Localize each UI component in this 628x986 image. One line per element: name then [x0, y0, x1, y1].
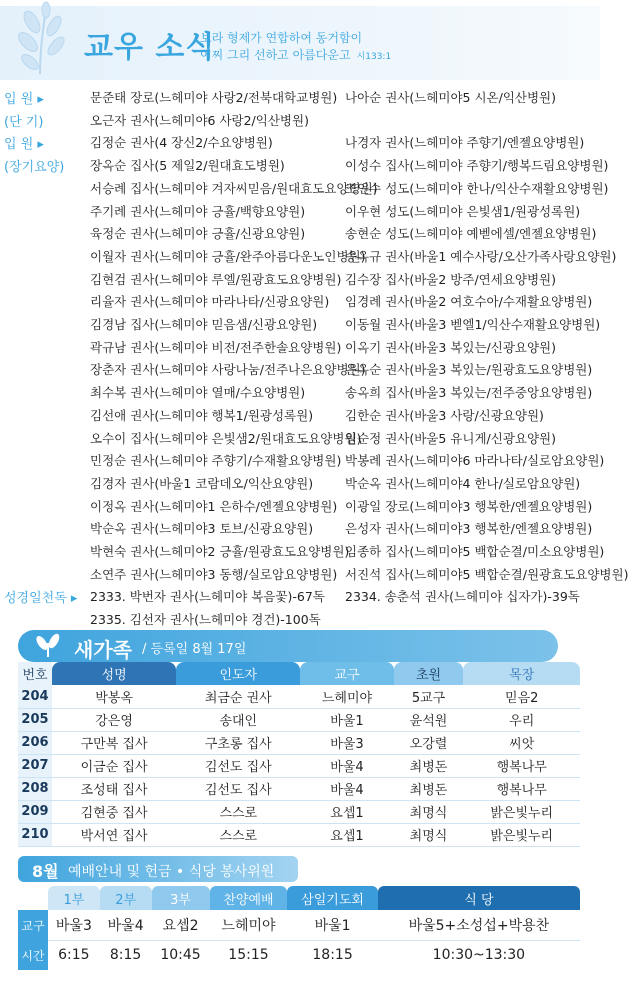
new-family-cell: 바울4	[300, 777, 393, 800]
service-header: 삼일기도회	[287, 886, 377, 910]
news-entry-right: 박봉례 권사(느헤미야6 마라나타/실로암요양원)	[345, 453, 605, 469]
new-family-cell: 210	[18, 823, 52, 846]
new-family-cell: 느헤미야	[300, 685, 393, 708]
new-family-cell: 208	[18, 777, 52, 800]
new-family-cell: 박서연 집사	[52, 823, 176, 846]
new-family-title: 새가족	[74, 638, 132, 662]
bible-verse	[200, 30, 391, 66]
news-entry-right: 김한순 권사(바울3 사랑/신광요양원)	[345, 407, 544, 423]
new-family-cell: 최금순 권사	[176, 685, 300, 708]
table-row	[18, 685, 580, 708]
news-entry-right: 은옥순 권사(바울3 복있는/원광효도요양병원)	[345, 362, 593, 378]
new-family-date: / 등록일 8월 17일	[142, 642, 247, 657]
service-table	[18, 886, 580, 970]
service-month: 8월	[32, 862, 59, 881]
service-row-label: 교구	[18, 910, 48, 940]
news-entry-left: 박순옥 권사(느헤미야3 토브/신광요양원)	[90, 521, 314, 537]
service-header: 2부	[100, 886, 152, 910]
news-entry-right: 임경례 권사(바울2 여호수아/수재활요양병원)	[345, 294, 593, 310]
news-entry-right: 김수장 집사(바울2 방주/연세요양병원)	[345, 271, 556, 287]
news-entry-left: 소연주 권사(느헤미야3 동행/실로암요양병원)	[90, 566, 338, 582]
news-entry-left: 이월자 권사(느헤미야 긍휼/완주아름다운노인병원)	[90, 248, 366, 264]
new-family-header: 초원	[394, 662, 464, 685]
news-entry-left: 주기례 권사(느헤미야 긍휼/백향요양원)	[90, 203, 306, 219]
new-family-cell: 스스로	[176, 800, 300, 823]
new-family-cell: 김선도 집사	[176, 754, 300, 777]
verse-line-2: 어찌 그리 선하고 아름다운고	[200, 48, 351, 62]
table-row	[18, 800, 580, 823]
new-family-cell: 요셉1	[300, 800, 393, 823]
service-cell: 느헤미야	[210, 910, 288, 940]
news-entry-right: 조인수 성도(느헤미야 한나/익산수재활요양병원)	[345, 180, 609, 196]
news-entry-right: 이옥기 권사(바울3 복있는/신광요양원)	[345, 339, 556, 355]
news-entry-left: 민정순 권사(느헤미야 주향기/수재활요양병원)	[90, 453, 342, 469]
news-entry-left: 김경남 집사(느헤미야 믿음샘/신광요양원)	[90, 317, 318, 332]
service-cell: 10:30~13:30	[432, 947, 526, 964]
new-family-cell: 207	[18, 754, 52, 777]
news-entry-left: 김경자 권사(바울1 코람데오/익산요양원)	[90, 475, 314, 491]
service-cell: 8:15	[109, 947, 142, 964]
sprout-icon	[32, 633, 66, 659]
news-entry-left: 오수이 집사(느헤미야 은빛샘2/원대효도요양병원)	[90, 430, 362, 446]
news-entry-left: 서승례 집사(느헤미야 겨자씨믿음/원대효도요양병원)	[90, 180, 378, 196]
new-family-cell: 김현중 집사	[52, 800, 176, 823]
news-entry-left: 박현숙 권사(느헤미야2 긍휼/원광효도요양병원)	[90, 544, 350, 559]
table-row	[18, 940, 580, 970]
service-header: 찬양예배	[210, 886, 288, 910]
news-entry-left: 문준태 장로(느헤미야 사랑2/전북대학교병원)	[90, 90, 338, 105]
service-cell: 18:15	[312, 947, 353, 964]
new-family-cell: 행복나무	[463, 754, 580, 777]
new-family-header: 교구	[300, 662, 393, 685]
new-family-cell: 구초롱 집사	[176, 731, 300, 754]
new-family-header: 인도자	[176, 662, 300, 685]
news-entry-right: 이동월 권사(바울3 벧엘1/익산수재활요양병원)	[345, 317, 601, 332]
new-family-cell: 구만복 집사	[52, 731, 176, 754]
service-cell: 요셉2	[152, 910, 210, 940]
service-cell: 바울3	[48, 910, 100, 940]
new-family-cell: 박봉옥	[52, 685, 176, 708]
news-category-label: (장기요양)	[4, 160, 65, 176]
service-header: 3부	[152, 886, 210, 910]
news-entry-left: 이정옥 권사(느헤미야1 은하수/엔젤요양병원)	[90, 498, 338, 514]
new-family-cell: 씨앗	[463, 731, 580, 754]
new-family-cell: 이금순 집사	[52, 754, 176, 777]
new-family-cell: 윤석원	[394, 708, 464, 731]
service-cell: 바울5+소성섭+박용찬	[378, 910, 580, 940]
new-family-cell: 스스로	[176, 823, 300, 846]
service-header: 1부	[48, 886, 100, 910]
news-entry-left: 육정순 권사(느헤미야 긍휼/신광요양원)	[90, 226, 306, 242]
news-entry-right: 이광일 장로(느헤미야3 행복한/엔젤요양병원)	[345, 498, 593, 514]
table-row	[18, 777, 580, 800]
new-family-cell: 우리	[463, 708, 580, 731]
new-family-cell: 최병돈	[394, 754, 464, 777]
new-family-header: 번호	[18, 662, 52, 685]
new-family-cell: 최명식	[394, 800, 464, 823]
news-entry-left: 2333. 박번자 권사(느헤미야 복음꽃)-67독	[90, 589, 325, 605]
news-entry-right: 박순옥 권사(느헤미야4 한나/실로암요양원)	[345, 475, 581, 491]
verse-line-1: 보라 형제가 연합하여 동거함이	[200, 31, 363, 45]
service-title: 예배안내 및 헌금 • 식당 봉사위원	[68, 864, 275, 880]
service-corner	[18, 886, 48, 910]
news-category-label: 입 원 ▸	[4, 137, 44, 153]
new-family-header: 성명	[52, 662, 176, 685]
header	[0, 0, 600, 80]
service-cell: 6:15	[58, 947, 90, 964]
new-family-cell: 204	[18, 685, 52, 708]
news-entry-right: 송현순 성도(느헤미야 예벧에셀/엔젤요양병원)	[345, 226, 597, 242]
news-entry-left: 곽규남 권사(느헤미야 비전/전주한솔요양병원)	[90, 339, 342, 355]
table-row	[18, 731, 580, 754]
new-family-header: 목장	[463, 662, 580, 685]
new-family-cell: 요셉1	[300, 823, 393, 846]
table-row	[18, 708, 580, 731]
news-entry-right: 2334. 송춘석 권사(느헤미야 십자가)-39독	[345, 589, 580, 605]
news-entry-left: 김선애 권사(느헤미야 행복1/원광성록원)	[90, 407, 314, 423]
news-entry-right: 이성수 집사(느헤미야 주향기/행복드림요양병원)	[345, 158, 609, 174]
new-family-cell: 206	[18, 731, 52, 754]
new-family-cell: 밝은빛누리	[463, 800, 580, 823]
verse-reference: 시133:1	[356, 52, 392, 62]
leaf-branch-icon	[6, 4, 76, 76]
new-family-cell: 205	[18, 708, 52, 731]
new-family-cell: 209	[18, 800, 52, 823]
new-family-cell: 믿음2	[463, 685, 580, 708]
news-entry-left: 최수복 권사(느헤미야 열매/수요양병원)	[90, 385, 306, 401]
news-entry-right: 서진석 집사(느헤미야5 백합순결/원광효도요양병원)	[345, 566, 628, 582]
news-entry-right: 송옥희 집사(바울3 복있는/전주중앙요양병원)	[345, 385, 593, 401]
new-family-table	[18, 662, 580, 847]
news-entry-left: 오근자 권사(느헤미야6 사랑2/익산병원)	[90, 112, 309, 128]
service-header: 식 당	[378, 886, 580, 910]
service-cell: 15:15	[228, 947, 269, 964]
news-entry-left: 장춘자 권사(느헤미야 사랑나눔/전주나은요양병원)	[90, 362, 366, 378]
new-family-cell: 바울4	[300, 754, 393, 777]
new-family-cell: 강은영	[52, 708, 176, 731]
new-family-cell: 오강렬	[394, 731, 464, 754]
service-cell: 10:45	[160, 947, 201, 964]
service-cell: 바울4	[100, 910, 152, 940]
table-row	[18, 823, 580, 846]
new-family-cell: 5교구	[394, 685, 464, 708]
news-entry-left: 김현검 권사(느헤미야 루엘/원광효도요양병원)	[90, 271, 342, 287]
news-entry-left: 리율자 권사(느헤미야 마라나타/신광요양원)	[90, 294, 330, 310]
new-family-cell: 최명식	[394, 823, 464, 846]
news-entry-right: 임순정 권사(바울5 유니게/신광요양원)	[345, 430, 556, 446]
page-title: 교우 소식	[84, 30, 216, 65]
table-row	[18, 910, 580, 940]
table-row	[18, 754, 580, 777]
new-family-cell: 바울3	[300, 731, 393, 754]
service-banner	[18, 856, 298, 882]
new-family-cell: 행복나무	[463, 777, 580, 800]
new-family-cell: 조성태 집사	[52, 777, 176, 800]
new-family-banner	[18, 630, 558, 662]
service-cell: 바울1	[287, 910, 377, 940]
news-entry-right: 은성자 권사(느헤미야3 행복한/엔젤요양병원)	[345, 521, 593, 537]
news-category-label: (단 기)	[4, 114, 44, 130]
news-entry-left: 2335. 김선자 권사(느헤미야 경건)-100독	[90, 612, 321, 628]
news-entry-right: 임종하 집사(느헤미야5 백합순결/미소요양병원)	[345, 544, 605, 559]
service-row-label: 시간	[18, 940, 48, 970]
news-entry-right: 나경자 권사(느헤미야 주향기/엔젤요양병원)	[345, 135, 585, 151]
new-family-cell: 바울1	[300, 708, 393, 731]
news-entry-left: 김정순 권사(4 장신2/수요양병원)	[90, 135, 273, 151]
new-family-cell: 최병돈	[394, 777, 464, 800]
news-entry-right: 송옥규 권사(바울1 예수사랑/오산가족사랑요양원)	[345, 248, 617, 264]
new-family-cell: 송대인	[176, 708, 300, 731]
news-entry-left: 장옥순 집사(5 제일2/원대효도병원)	[90, 158, 285, 174]
news-category-label: 성경일천독 ▸	[4, 591, 78, 607]
new-family-cell: 김선도 집사	[176, 777, 300, 800]
news-entry-right: 이우현 성도(느헤미야 은빛샘1/원광성록원)	[345, 203, 581, 219]
news-category-label: 입 원 ▸	[4, 92, 44, 107]
new-family-cell: 밝은빛누리	[463, 823, 580, 846]
news-entry-right: 나아순 권사(느헤미야5 시온/익산병원)	[345, 90, 556, 105]
